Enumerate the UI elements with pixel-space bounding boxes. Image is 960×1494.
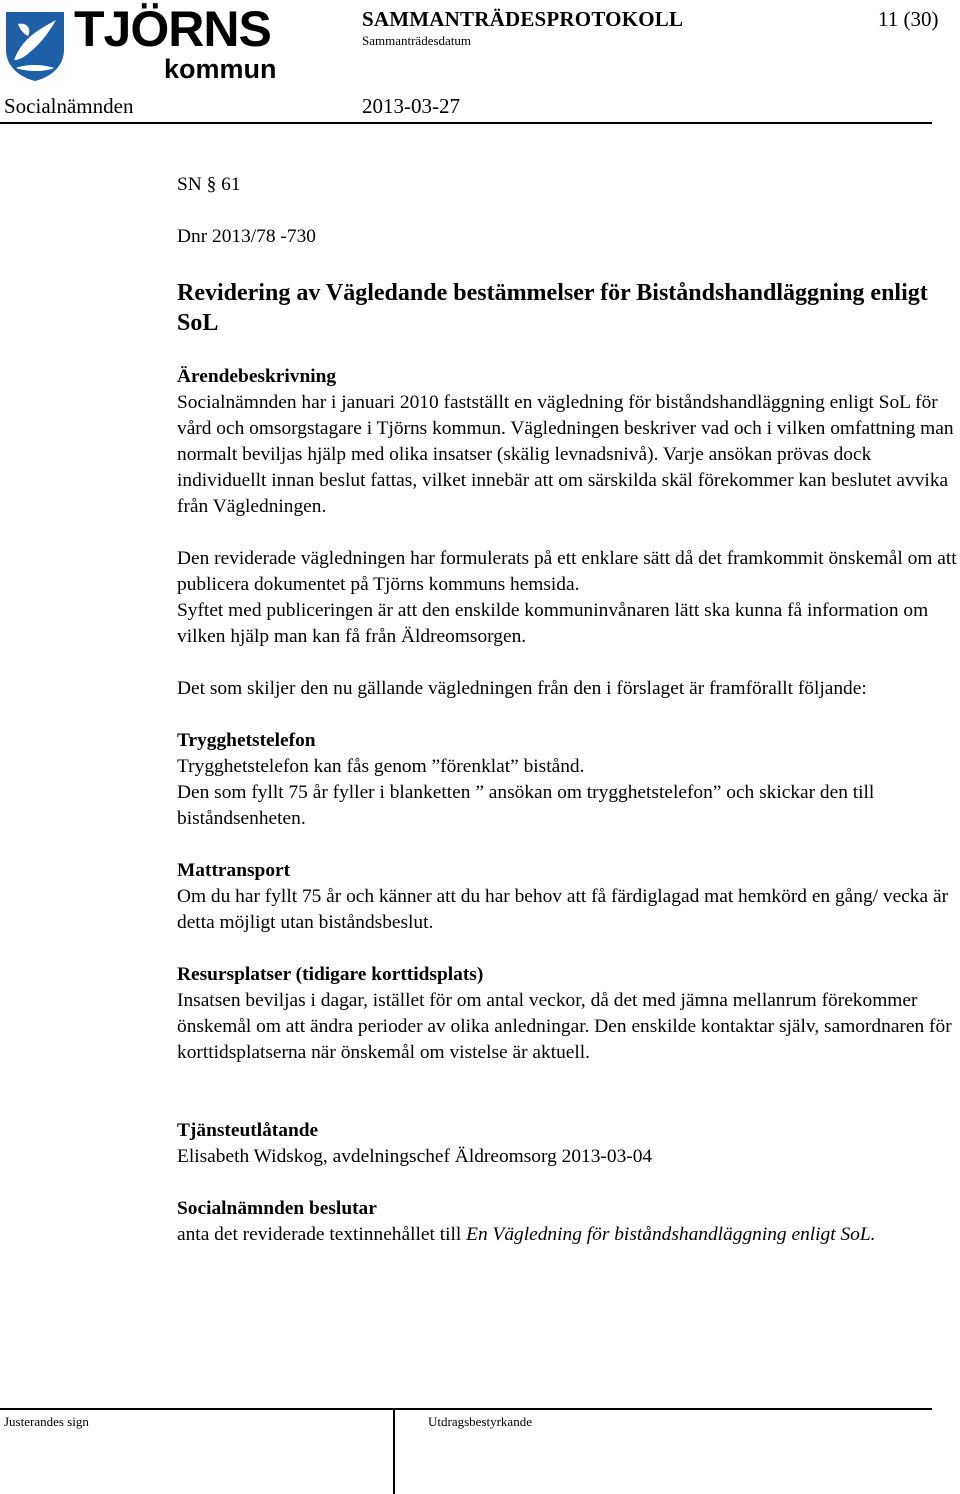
body-paragraph: Insatsen beviljas i dagar, istället för om antal veckor, då det med jämna mellanrum förekommer önskemål om att ändra perioder av olika anledningar. Den enskilde kontaktar själv, samordnaren för korttidsplatserna när önskemål om vistelse är aktuell.	[177, 990, 952, 1063]
municipality-logo	[4, 1, 277, 84]
body-paragraph: Socialnämnden har i januari 2010 fastställt en vägledning för biståndshandläggning enligt SoL för vård och omsorgstagare i Tjörns kommun. Vägledningen beskriver vad och i vilken omfattning man normalt beviljas hjälp med olika insatser (skälig levnadsnivå). Varje ansökan prövas dock individuellt innan beslut fattas, vilket innebär att om särskilda skäl förekommer kan beslutet avvika från Vägledningen.	[177, 392, 954, 517]
footer-certification-label: Utdragsbestyrkande	[428, 1414, 532, 1429]
body-paragraph: Syftet med publiceringen är att den enskilde kommuninvånaren lätt ska kunna få information om vilken hjälp man kan få från Äldreomsorgen.	[177, 600, 929, 647]
diary-number: Dnr 2013/78 -730	[177, 226, 316, 247]
body-paragraph: Om du har fyllt 75 år och känner att du har behov att få färdiglagad mat hemkörd en gång/ vecka är detta möjligt utan biståndsbeslut.	[177, 886, 949, 933]
body-paragraph: Det som skiljer den nu gällande vägledningen från den i förslaget är framförallt följande:	[177, 678, 867, 699]
section-heading-tjansteutlatande: Tjänsteutlåtande	[177, 1120, 319, 1141]
decision-text	[177, 1222, 957, 1248]
footer-divider	[0, 1408, 932, 1410]
body-paragraph: Den reviderade vägledningen har formulerats på ett enklare sätt då det framkommit önskemål om att publicera dokumentet på Tjörns kommuns hemsida.	[177, 548, 957, 595]
footer-signature-label: Justerandes sign	[4, 1414, 89, 1429]
section-heading-resursplatser: Resursplatser (tidigare korttidsplats)	[177, 964, 484, 985]
header-divider	[0, 122, 932, 124]
document-body	[177, 172, 957, 1248]
decision-lead: anta det reviderade textinnehållet till	[177, 1224, 467, 1245]
paragraph-reference: SN § 61	[177, 174, 241, 195]
crest-emblem-icon	[4, 10, 66, 82]
section-heading-arendebeskrivning: Ärendebeskrivning	[177, 366, 337, 387]
meeting-date: 2013-03-27	[362, 94, 460, 118]
meeting-date-label: Sammanträdesdatum	[362, 33, 472, 48]
logo-subtext: kommun	[164, 54, 277, 84]
section-heading-mattransport: Mattransport	[177, 860, 291, 881]
organization-name: Socialnämnden	[4, 94, 134, 118]
page-number: 11 (30)	[878, 7, 939, 31]
section-heading-beslut: Socialnämnden beslutar	[177, 1198, 377, 1219]
section-heading-trygghetstelefon: Trygghetstelefon	[177, 730, 316, 751]
case-title: Revidering av Vägledande bestämmelser för Biståndshandläggning enligt SoL	[177, 280, 928, 336]
body-paragraph: Elisabeth Widskog, avdelningschef Äldreomsorg 2013-03-04	[177, 1146, 653, 1167]
body-paragraph: Trygghetstelefon kan fås genom ”förenklat” bistånd.	[177, 756, 585, 777]
document-type-title: SAMMANTRÄDESPROTOKOLL	[362, 7, 684, 31]
body-paragraph: Den som fyllt 75 år fyller i blanketten ” ansökan om trygghetstelefon” och skickar den till biståndsenheten.	[177, 782, 875, 829]
logo-wordmark: TJÖRNS	[74, 1, 271, 57]
decision-document-title: En Vägledning för biståndshandläggning enligt SoL.	[466, 1224, 876, 1245]
footer-column-divider	[393, 1408, 395, 1494]
